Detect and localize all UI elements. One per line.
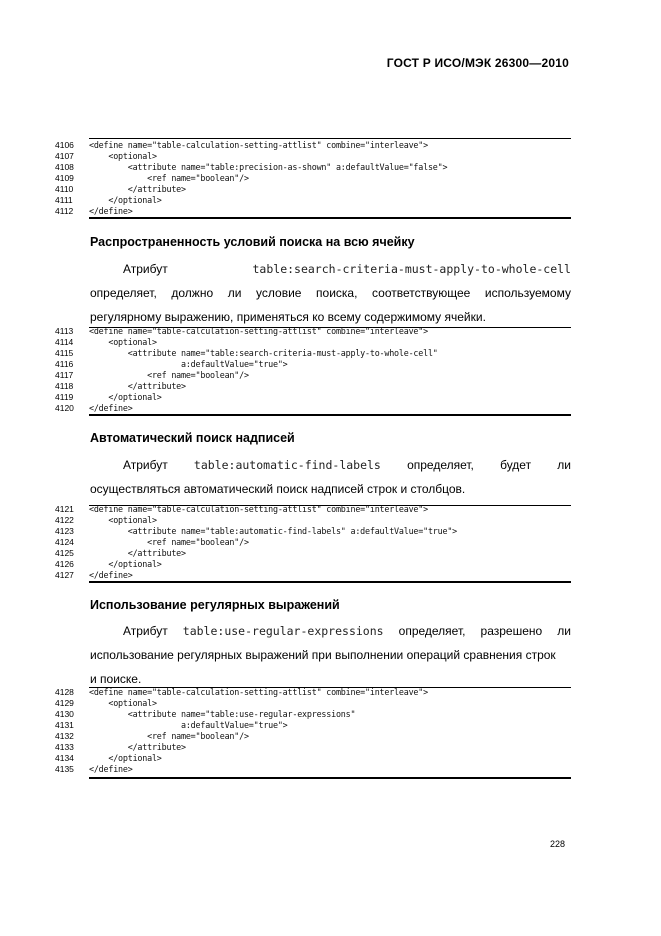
code-text: <ref name="boolean"/> xyxy=(89,173,249,183)
code-line xyxy=(55,537,571,548)
code-text: <ref name="boolean"/> xyxy=(89,370,249,380)
code-line xyxy=(55,559,571,570)
code-line xyxy=(55,206,571,217)
code-text: <optional> xyxy=(89,151,157,161)
code-line xyxy=(55,515,571,526)
line-number: 4120 xyxy=(55,403,74,413)
line-number: 4119 xyxy=(55,392,74,402)
code-line xyxy=(55,184,571,195)
line-number: 4135 xyxy=(55,764,74,774)
line-number: 4126 xyxy=(55,559,74,569)
justified-row xyxy=(90,281,571,305)
paragraph-text: использование регулярных выражений при выполнении операций сравнения строк xyxy=(90,648,556,662)
line-number: 4115 xyxy=(55,348,74,358)
code-block xyxy=(55,687,571,775)
code-line xyxy=(55,742,571,753)
code-line xyxy=(55,370,571,381)
line-number: 4128 xyxy=(55,687,74,697)
code-text: </define> xyxy=(89,570,133,580)
code-text: <optional> xyxy=(89,515,157,525)
line-number: 4109 xyxy=(55,173,74,183)
line-number: 4122 xyxy=(55,515,74,525)
line-number: 4117 xyxy=(55,370,74,380)
attribute-name: table:use-regular-expressions xyxy=(182,624,384,638)
paragraph-word: условие xyxy=(256,286,302,300)
code-text: <attribute name="table:automatic-find-labels" a:defaultValue="true"> xyxy=(89,526,458,536)
code-line xyxy=(55,381,571,392)
code-text: <define name="table-calculation-setting-attlist" combine="interleave"> xyxy=(89,504,428,514)
paragraph-word: соответствующее xyxy=(372,286,471,300)
code-bottom-rule xyxy=(89,581,571,583)
paragraph-word: используемому xyxy=(484,286,571,300)
code-line xyxy=(55,359,571,370)
code-line xyxy=(55,687,571,698)
code-text: </optional> xyxy=(89,195,162,205)
section-heading: Использование регулярных выражений xyxy=(90,598,340,612)
attribute-name: table:search-criteria-must-apply-to-whole-cell xyxy=(252,262,571,276)
code-text: <attribute name="table:use-regular-expressions" xyxy=(89,709,356,719)
line-number: 4125 xyxy=(55,548,74,558)
code-bottom-rule xyxy=(89,777,571,779)
code-block xyxy=(55,140,571,217)
line-number: 4110 xyxy=(55,184,74,194)
code-text: </attribute> xyxy=(89,742,186,752)
code-text: <define name="table-calculation-setting-attlist" combine="interleave"> xyxy=(89,326,428,336)
section-heading: Автоматический поиск надписей xyxy=(90,431,295,445)
line-number: 4127 xyxy=(55,570,74,580)
code-line xyxy=(55,698,571,709)
paragraph-word: разрешено xyxy=(480,624,543,638)
code-line xyxy=(55,720,571,731)
justified-row xyxy=(90,453,571,477)
line-number: 4121 xyxy=(55,504,74,514)
code-block xyxy=(55,326,571,414)
paragraph-word: Атрибут xyxy=(123,262,168,276)
line-number: 4133 xyxy=(55,742,74,752)
code-text: </attribute> xyxy=(89,184,186,194)
paragraph-word: определяет, xyxy=(398,624,466,638)
paragraph-text: и поиске. xyxy=(90,672,142,686)
line-number: 4132 xyxy=(55,731,74,741)
code-text: </attribute> xyxy=(89,548,186,558)
code-line xyxy=(55,348,571,359)
code-line xyxy=(55,392,571,403)
code-line xyxy=(55,326,571,337)
code-text: </define> xyxy=(89,764,133,774)
code-line xyxy=(55,548,571,559)
code-line xyxy=(55,173,571,184)
line-number: 4129 xyxy=(55,698,74,708)
code-line xyxy=(55,764,571,775)
code-line xyxy=(55,753,571,764)
code-line xyxy=(55,337,571,348)
paragraph-word: Атрибут xyxy=(123,624,168,638)
code-line xyxy=(55,504,571,515)
code-text: </optional> xyxy=(89,392,162,402)
paragraph-word: определяет, xyxy=(90,286,157,300)
line-number: 4107 xyxy=(55,151,74,161)
code-text: <ref name="boolean"/> xyxy=(89,537,249,547)
paragraph-word: поиска, xyxy=(316,286,358,300)
section-heading: Распространенность условий поиска на всю ячейку xyxy=(90,235,415,249)
line-number: 4113 xyxy=(55,326,74,336)
page-number: 228 xyxy=(550,839,566,849)
code-block xyxy=(55,504,571,581)
line-number: 4106 xyxy=(55,140,74,150)
code-text: a:defaultValue="true"> xyxy=(89,359,288,369)
code-text: <attribute name="table:precision-as-shown" a:defaultValue="false"> xyxy=(89,162,448,172)
section-paragraph xyxy=(90,619,571,691)
paragraph-word: определяет, xyxy=(407,458,474,472)
line-number: 4130 xyxy=(55,709,74,719)
code-text: <optional> xyxy=(89,698,157,708)
code-text: </optional> xyxy=(89,559,162,569)
code-text: </attribute> xyxy=(89,381,186,391)
line-number: 4124 xyxy=(55,537,74,547)
paragraph-word: будет xyxy=(500,458,532,472)
code-text: <define name="table-calculation-setting-attlist" combine="interleave"> xyxy=(89,140,428,150)
paragraph-text: регулярному выражению, применяться ко всему содержимому ячейки. xyxy=(90,310,486,324)
code-bottom-rule xyxy=(89,414,571,416)
line-number: 4131 xyxy=(55,720,74,730)
code-text: </define> xyxy=(89,403,133,413)
line-number: 4134 xyxy=(55,753,74,763)
paragraph-word: Атрибут xyxy=(123,458,168,472)
code-text: </optional> xyxy=(89,753,162,763)
line-number: 4111 xyxy=(55,195,73,205)
line-number: 4108 xyxy=(55,162,74,172)
code-text: <ref name="boolean"/> xyxy=(89,731,249,741)
code-line xyxy=(55,570,571,581)
paragraph-word: ли xyxy=(557,458,571,472)
code-text: </define> xyxy=(89,206,133,216)
code-text: <optional> xyxy=(89,337,157,347)
line-number: 4116 xyxy=(55,359,74,369)
code-line xyxy=(55,162,571,173)
code-line xyxy=(55,731,571,742)
line-number: 4114 xyxy=(55,337,74,347)
document-header: ГОСТ Р ИСО/МЭК 26300—2010 xyxy=(386,56,569,70)
line-number: 4112 xyxy=(55,206,74,216)
line-number: 4123 xyxy=(55,526,74,536)
paragraph-word: ли xyxy=(227,286,242,300)
line-number: 4118 xyxy=(55,381,74,391)
paragraph-word: должно xyxy=(171,286,214,300)
paragraph-word: table:automatic-find-labels xyxy=(193,458,381,472)
code-line xyxy=(55,709,571,720)
code-text: a:defaultValue="true"> xyxy=(89,720,288,730)
code-line xyxy=(55,195,571,206)
code-line xyxy=(55,526,571,537)
code-line xyxy=(55,140,571,151)
paragraph-word: ли xyxy=(557,624,571,638)
section-paragraph xyxy=(90,453,571,501)
paragraph-text: осуществляться автоматический поиск надписей строк и столбцов. xyxy=(90,482,466,496)
code-text: <define name="table-calculation-setting-attlist" combine="interleave"> xyxy=(89,687,428,697)
code-line xyxy=(55,151,571,162)
code-line xyxy=(55,403,571,414)
code-top-rule xyxy=(89,138,571,139)
code-bottom-rule xyxy=(89,217,571,219)
section-paragraph xyxy=(90,257,571,329)
code-text: <attribute name="table:search-criteria-must-apply-to-whole-cell" xyxy=(89,348,438,358)
